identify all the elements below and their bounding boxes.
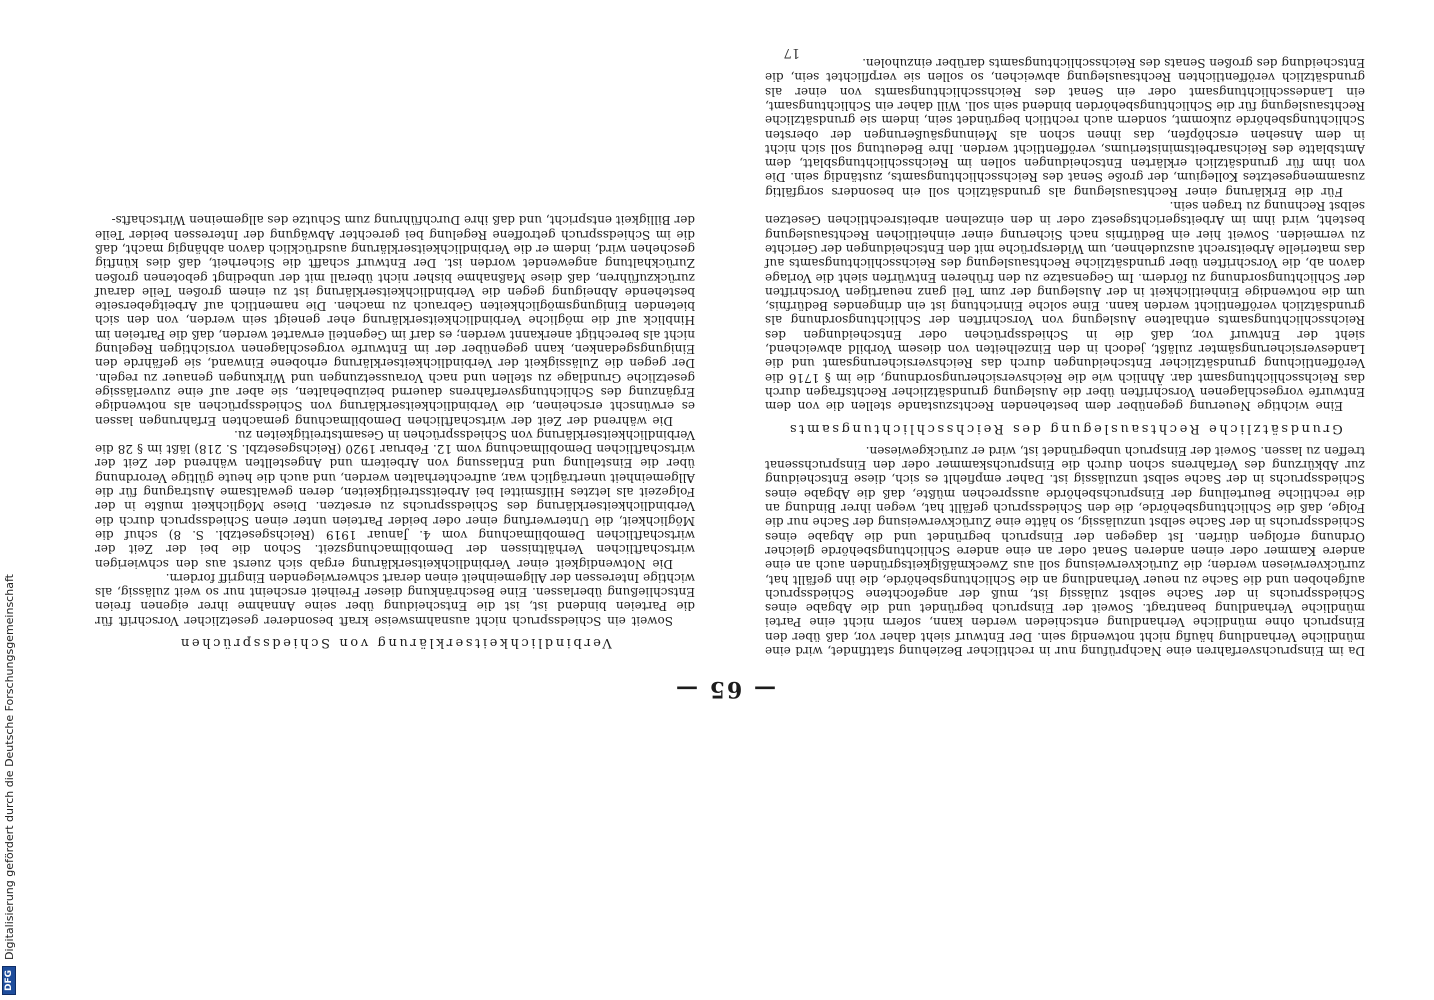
paragraph-einspruch: Da im Einspruchsverfahren eine Nachprüfung nur in rechtlicher Beziehung stattfindet, wird eine mündliche Verhandlung häufig nicht notwendig sein. Der Entwurf sieht daher vor, daß über den Einspruch ohne mündliche Verhandlung entschieden werden kann, sofern nicht eine Partei mündliche Verhandlung beantragt. Soweit der Einspruch begründet und die Abgabe eines Schiedsspruchs in der Sache selbst zulässig ist, muß der angefochtene Schiedsspruch aufgehoben und die Sache zu neuer Verhandlung an die Schlichtungsbehörde, die ihn gefällt hat, zurückverwiesen werden; die Zurückverweisung soll aus Zweckmäßigkeitsgründen auch an eine andere Kammer oder einen anderen Senat oder an eine andere Schlichtungsbehörde gleicher Ordnung erfolgen dürfen. Ist dagegen der Einspruch begründet und die Abgabe eines Schiedsspruchs in der Sache selbst unzulässig, so hätte eine Zurückverweisung der Sache nur die Folge, daß die Schlichtungsbehörde, die den Schiedsspruch gefällt hat, wegen ihrer Bindung an die rechtliche Beurteilung der Einspruchsbehörde aussprechen müßte, daß die Abgabe eines Schiedsspruchs in der Sache selbst unzulässig ist. Daher empfiehlt es sich, diese Entscheidung zur Abkürzung des Verfahrens schon durch die Einspruchskammer oder den Einspruchssenat treffen zu lassen. Soweit der Einspruch unbegründet ist, wird er zurückgewiesen.	[765, 443, 1365, 658]
dfg-logo: DFG	[2, 966, 16, 995]
signature-mark: 17	[783, 45, 800, 60]
digitization-footer	[0, 0, 18, 1000]
right-column	[95, 213, 695, 658]
scanned-page	[60, 10, 1390, 980]
paragraph-neuerung: Eine wichtige Neuerung gegenüber dem bestehenden Rechtszustande stellen die von dem Entwurfe vorgeschlagenen Vorschriften über die Auslegung grundsätzlicher Rechtsfragen durch das Reichsschlichtungsamt dar. Ähnlich wie die Reichsversicherungsordnung, die im § 1716 die Veröffentlichung grundsätzlicher Entscheidungen durch das Reichsversicherungsamt und die Landesversicherungsämter zuläßt, jedoch in den Einzelheiten von diesem Vorbild abweichend, sieht der Entwurf vor, daß die in Schiedssprüchen oder Entscheidungen des Reichsschlichtungsamts enthaltene Auslegung von Vorschriften der Schlichtungsordnung als grundsätzlich veröffentlicht werden kann. Eine solche Einrichtung ist ein dringendes Bedürfnis, um die notwendige Einheitlichkeit in der Auslegung der zum Teil ganz neuartigen Vorschriften der Schlichtungsordnung zu fördern. Im Gegensatze zu den früheren Entwürfen sieht die Vorlage davon ab, die Vorschriften über grundsätzliche Rechtsauslegung des Reichsschlichtungsamts auf das materielle Arbeitsrecht auszudehnen, um Widersprüche mit den Entscheidungen der Gerichte zu vermeiden. Soweit hier ein Bedürfnis nach Sicherung einer einheitlichen Rechtsauslegung besteht, wird ihm im Arbeitsgerichtsgesetz oder in den einzelnen arbeitsrechtlichen Gesetzen selbst Rechnung zu tragen sein.	[765, 199, 1365, 414]
digitization-note: Digitalisierung gefördert durch die Deutsche Forschungsgemeinschaft	[2, 574, 16, 960]
section-heading-rechtsauslegung: Grundsätzliche Rechtsauslegung des Reichsschlichtungsamts	[787, 420, 1343, 436]
paragraph-erfahrungen: Die während der Zeit der wirtschaftlichen Demobilmachung gemachten Erfahrungen lassen es erwünscht erscheinen, die Verbindlichkeitserklärung von Schiedssprüchen als notwendige Ergänzung des Schlichtungsverfahrens dauernd beizubehalten, sie aber auf eine zuverlässige gesetzliche Grundlage zu stellen und nach Voraussetzungen und Wirkungen genauer zu regeln. Der gegen die Zulässigkeit der Verbindlichkeitserklärung erhobene Einwand, sie gefährde den Einigungsgedanken, kann gegenüber der im Entwurfe vorgeschlagenen vorsichtigen Regelung nicht als berechtigt anerkannt werden; es darf im Gegenteil erwartet werden, daß die Parteien im Hinblick auf die mögliche Verbindlichkeitserklärung eher geneigt sein werden, von den sich bietenden Einigungsmöglichkeiten Gebrauch zu machen. Die namentlich auf Arbeitgeberseite bestehende Abneigung gegen die Verbindlichkeitserklärung ist zu einem großen Teile darauf zurückzuführen, daß diese Maßnahme bisher nicht überall mit der unbedingt gebotenen großen Zurückhaltung angewendet worden ist. Der Entwurf schafft die Sicherheit, daß dies künftig geschehen wird, indem er die Verbindlichkeitserklärung ausdrücklich davon abhängig macht, daß die im Schiedsspruch getroffene Regelung bei gerechter Abwägung der Interessen beider Teile der Billigkeit entspricht, und daß ihre Durchführung zum Schutze des allgemeinen Wirtschafts-	[95, 213, 695, 428]
page-number-header: — 65 —	[674, 676, 776, 702]
paragraph-schiedsspruch: Soweit ein Schiedsspruch nicht ausnahmsweise kraft besonderer gesetzlicher Vorschrift für die Parteien bindend ist, ist die Entscheidung über seine Annahme ihrer eigenen freien Entschließung überlassen. Eine Beschränkung dieser Freiheit erscheint nur so weit zulässig, als wichtige Interessen der Allgemeinheit einen derart schwerwiegenden Eingriff fordern.	[95, 570, 695, 628]
section-heading-verbindlichkeitserklaerung: Verbindlichkeitserklärung von Schiedssprüchen	[178, 635, 612, 650]
scanned-page-frame	[60, 10, 1390, 980]
paragraph-demobilmachung: Die Notwendigkeit einer Verbindlichkeitserklärung ergab sich zuerst aus den schwierigen wirtschaftlichen Verhältnissen der Demobilmachungszeit. Schon die bei der Zeit der wirtschaftlichen Demobilmachung vom 4. Januar 1919 (Reichsgesetzbl. S. 8) schuf die Möglichkeit, die Unterwerfung einer oder beider Parteien unter einen Schiedsspruch durch die Verbindlichkeitserklärung des Schiedsspruchs zu ersetzen. Diese Möglichkeit mußte in der Folgezeit als letztes Hilfsmittel bei Arbeitsstreitigkeiten, deren gewaltsame Austragung für die Allgemeinheit unerträglich war, aufrechterhalten werden, und auch die heute gültige Verordnung über die Einstellung und Entlassung von Arbeitern und Angestellten während der Zeit der wirtschaftlichen Demobilmachung vom 12. Februar 1920 (Reichsgesetzbl. S. 218) läßt im § 28 die Verbindlichkeitserklärung von Schiedssprüchen in Gesamtstreitigkeiten zu.	[95, 427, 695, 571]
paragraph-grosser-senat: Für die Erklärung einer Rechtsauslegung als grundsätzlich soll ein besonders sorgfältig zusammengesetztes Kollegium, der große Senat des Reichsschlichtungsamts, zuständig sein. Die von ihm für grundsätzlich erklärten Entscheidungen sollen im Reichsschlichtungsblatt, dem Amtsblatte des Reichsarbeitsministeriums, veröffentlicht werden. Ihre Bedeutung soll sich nicht in dem Ansehen erschöpfen, das ihnen schon als Meinungsäußerungen der obersten Schlichtungsbehörde zukommt, sondern auch rechtlich begründet sein, indem sie grundsätzliche Rechtsauslegung für die Schlichtungsbehörden bindend sein soll. Will daher ein Schlichtungsamt, ein Landesschlichtungsamt oder ein Senat des Reichsschlichtungsamts von einer als grundsätzlich veröffentlichten Rechtsauslegung abweichen, so sollen sie verpflichtet sein, die Entscheidung des großen Senats des Reichsschlichtungsamts darüber einzuholen.	[765, 56, 1365, 199]
left-column	[765, 56, 1365, 658]
